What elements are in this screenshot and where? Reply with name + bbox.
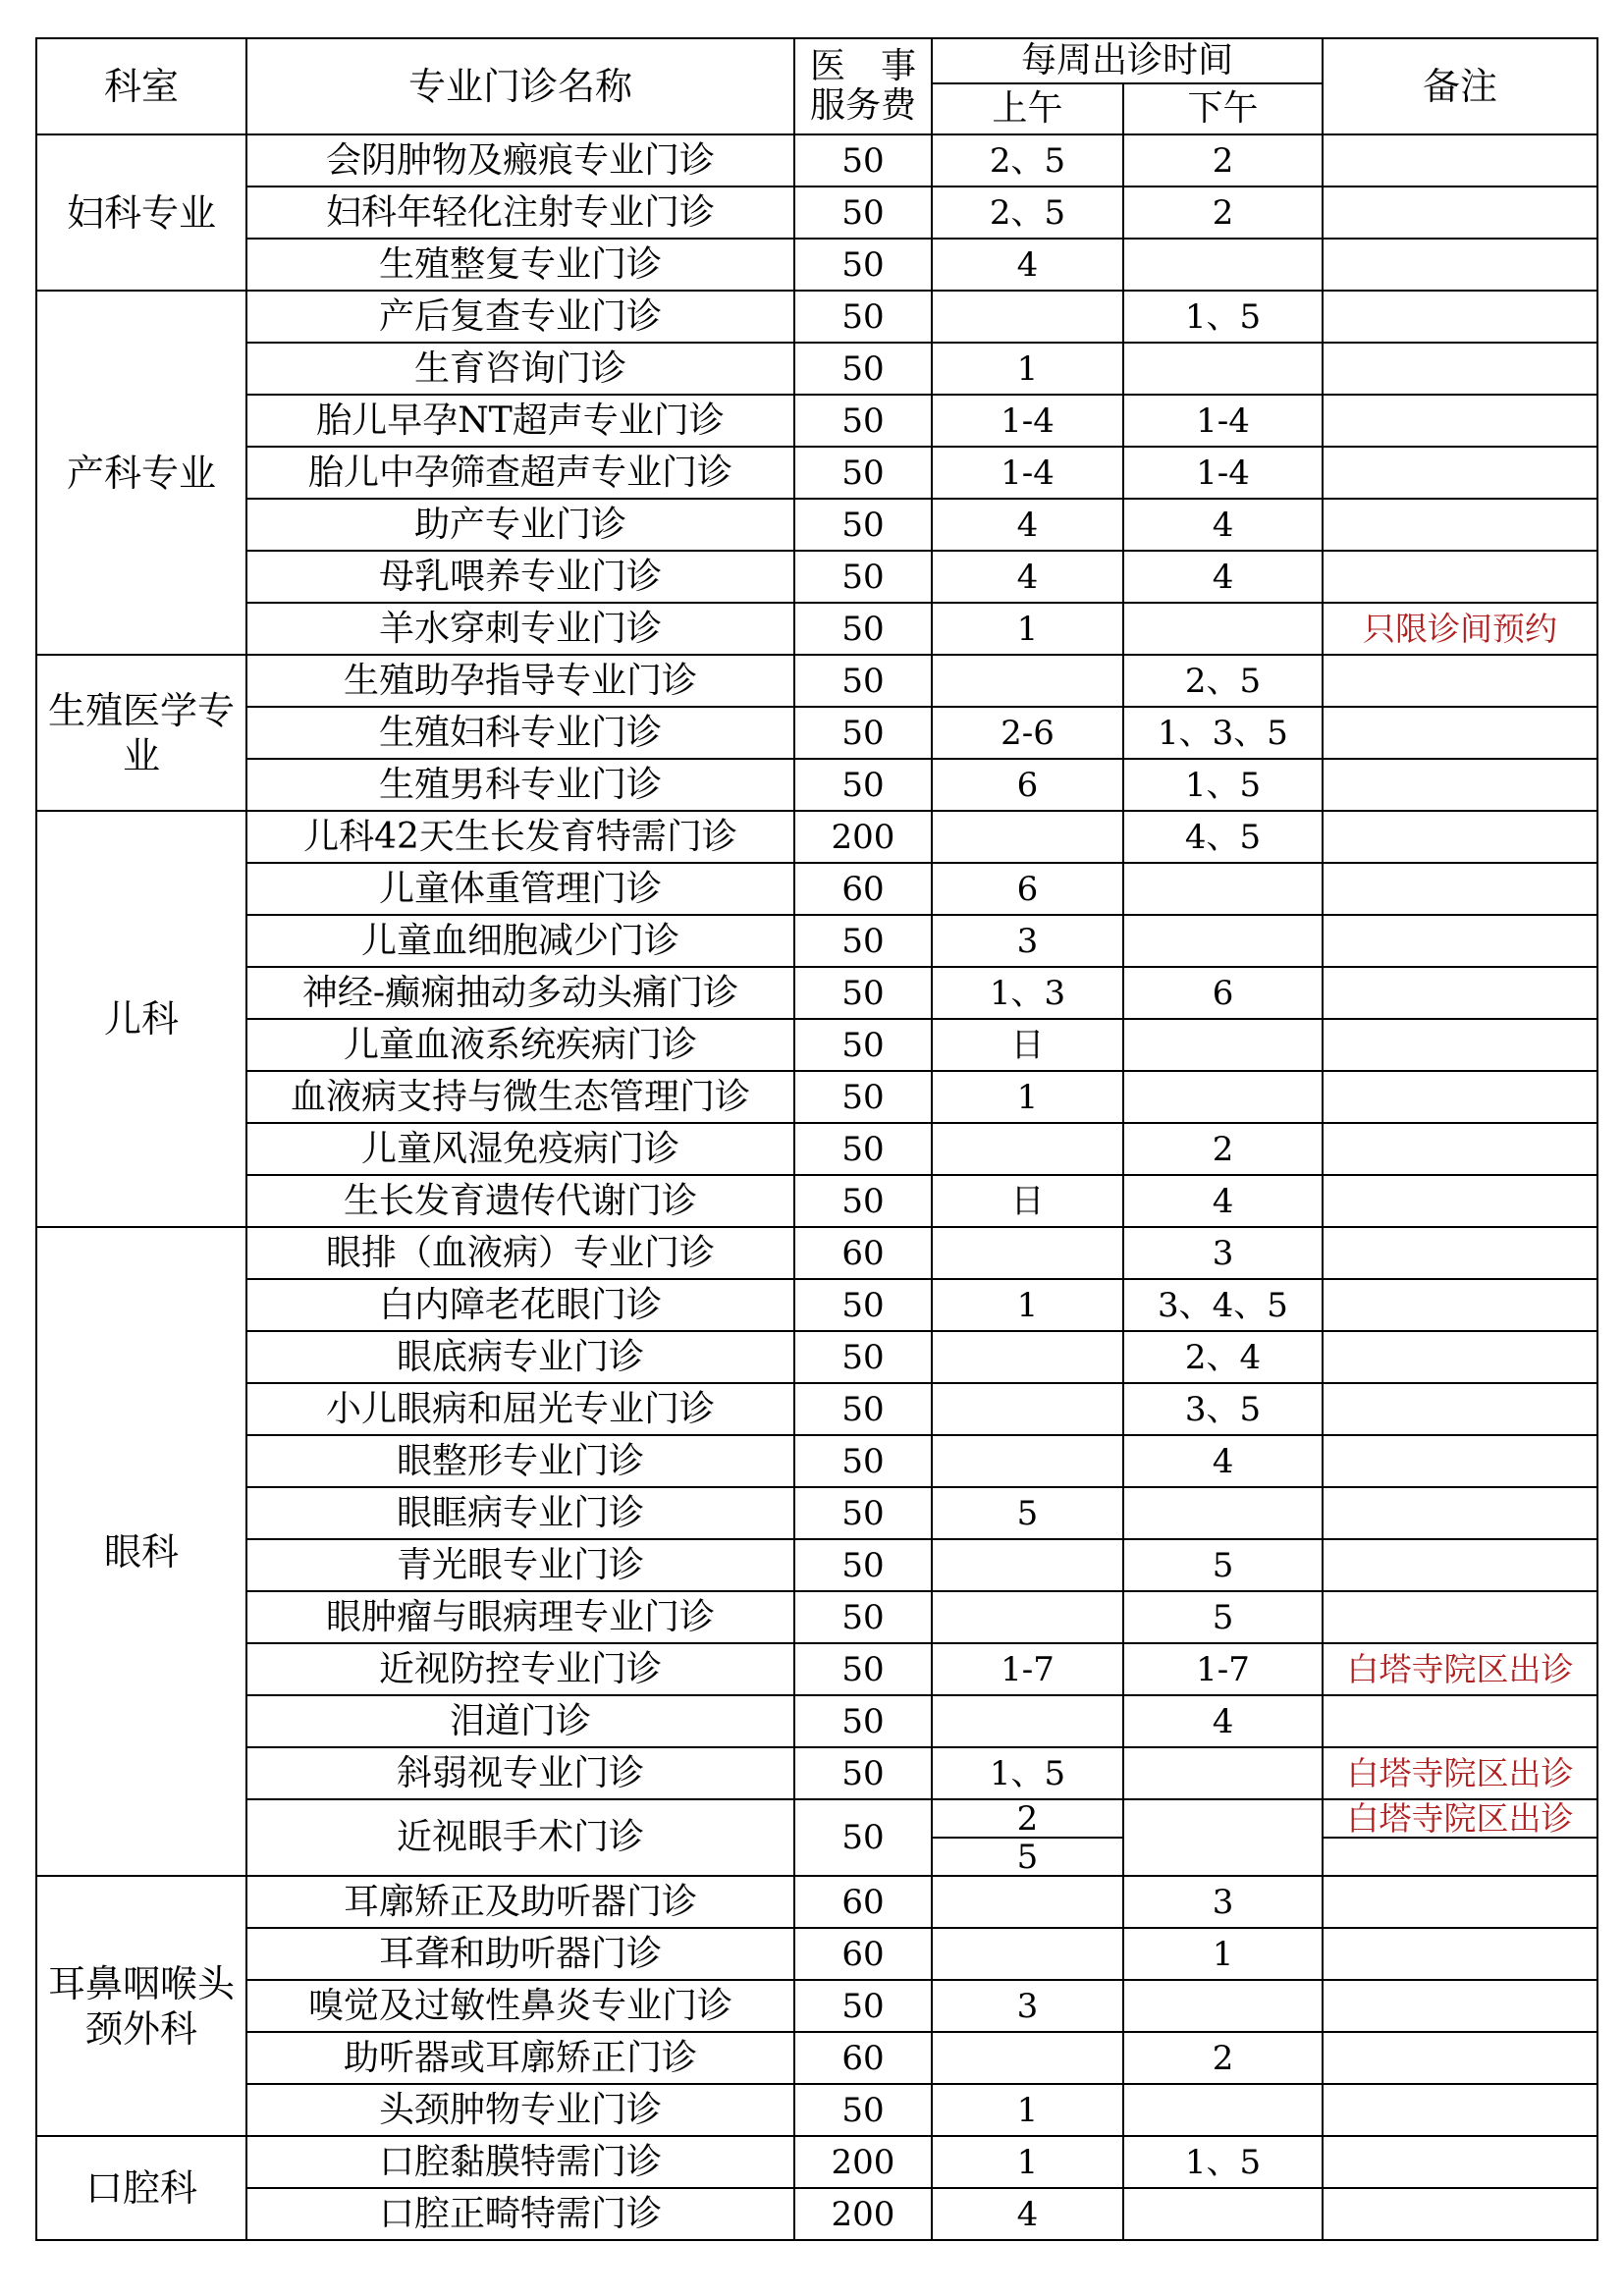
pm-cell (1123, 1487, 1323, 1539)
table-row (36, 551, 1597, 603)
table-row (36, 1799, 1597, 1876)
am-cell: 1 (932, 1279, 1123, 1331)
pm-cell: 1-4 (1123, 447, 1323, 499)
pm-cell (1123, 239, 1323, 291)
clinic-name-cell: 胎儿中孕筛查超声专业门诊 (246, 447, 794, 499)
pm-cell: 2 (1123, 187, 1323, 239)
note-cell (1323, 1175, 1597, 1227)
am-cell: 4 (932, 2188, 1123, 2240)
am-cell (932, 2032, 1123, 2084)
clinic-name-cell: 耳廓矫正及助听器门诊 (246, 1876, 794, 1928)
pm-cell: 2、5 (1123, 655, 1323, 707)
fee-cell: 200 (794, 2136, 932, 2188)
note-cell (1323, 1383, 1597, 1435)
clinic-name-cell: 神经-癫痫抽动多动头痛门诊 (246, 967, 794, 1019)
table-row (36, 2084, 1597, 2136)
am-cell: 2、5 (932, 187, 1123, 239)
clinic-name-cell: 儿科42天生长发育特需门诊 (246, 811, 794, 863)
note-cell (1323, 1071, 1597, 1123)
note-cell (1323, 1279, 1597, 1331)
fee-cell: 50 (794, 1980, 932, 2032)
note-cell (1323, 499, 1597, 551)
fee-cell: 50 (794, 915, 932, 967)
dept-cell: 口腔科 (36, 2136, 246, 2240)
note-cell (1323, 395, 1597, 447)
fee-cell: 50 (794, 187, 932, 239)
note-cell (1323, 2136, 1597, 2188)
clinic-name-cell: 助听器或耳廓矫正门诊 (246, 2032, 794, 2084)
pm-cell: 1 (1123, 1928, 1323, 1980)
am-cell: 1、5 (932, 1747, 1123, 1799)
table-row (36, 1695, 1597, 1747)
note-cell (1323, 1435, 1597, 1487)
note-cell (1323, 1123, 1597, 1175)
clinic-name-cell: 泪道门诊 (246, 1695, 794, 1747)
note-cell (1323, 1019, 1597, 1071)
pm-cell (1123, 343, 1323, 395)
table-row (36, 1980, 1597, 2032)
am-cell (932, 1695, 1123, 1747)
am-cell: 1、3 (932, 967, 1123, 1019)
table-row (36, 187, 1597, 239)
am-cell: 4 (932, 239, 1123, 291)
fee-cell: 50 (794, 1279, 932, 1331)
clinic-name-cell: 眼排（血液病）专业门诊 (246, 1227, 794, 1279)
header-am: 上午 (932, 83, 1123, 134)
note-cell (1323, 551, 1597, 603)
dept-cell: 产科专业 (36, 291, 246, 655)
clinic-name-cell: 白内障老花眼门诊 (246, 1279, 794, 1331)
note-cell (1323, 291, 1597, 343)
fee-cell: 50 (794, 447, 932, 499)
fee-cell: 50 (794, 499, 932, 551)
clinic-name-cell: 儿童体重管理门诊 (246, 863, 794, 915)
am-cell: 日 (932, 1019, 1123, 1071)
note-cell (1323, 707, 1597, 759)
clinic-name-cell: 近视眼手术门诊 (246, 1799, 794, 1876)
pm-cell (1123, 863, 1323, 915)
clinic-name-cell: 生殖男科专业门诊 (246, 759, 794, 811)
table-row (36, 967, 1597, 1019)
fee-cell: 50 (794, 759, 932, 811)
clinic-name-cell: 头颈肿物专业门诊 (246, 2084, 794, 2136)
am-cell: 2、5 (932, 134, 1123, 187)
pm-cell: 1、5 (1123, 759, 1323, 811)
am-cell (932, 1435, 1123, 1487)
pm-cell (1123, 2188, 1323, 2240)
am-cell (932, 1928, 1123, 1980)
table-row (36, 655, 1597, 707)
table-row (36, 811, 1597, 863)
note-cell: 白塔寺院区出诊 (1323, 1643, 1597, 1695)
am-cell: 1 (932, 343, 1123, 395)
pm-cell: 3 (1123, 1227, 1323, 1279)
clinic-name-cell: 生殖妇科专业门诊 (246, 707, 794, 759)
clinic-name-cell: 儿童风湿免疫病门诊 (246, 1123, 794, 1175)
table-row (36, 1747, 1597, 1799)
fee-cell: 50 (794, 1435, 932, 1487)
clinic-name-cell: 血液病支持与微生态管理门诊 (246, 1071, 794, 1123)
am-cell (932, 1799, 1123, 1876)
fee-cell: 50 (794, 343, 932, 395)
clinic-name-cell: 眼眶病专业门诊 (246, 1487, 794, 1539)
table-row (36, 447, 1597, 499)
pm-cell: 4 (1123, 1435, 1323, 1487)
am-cell: 3 (932, 1980, 1123, 2032)
note-cell (1323, 1487, 1597, 1539)
am-cell (932, 1876, 1123, 1928)
clinic-name-cell: 眼肿瘤与眼病理专业门诊 (246, 1591, 794, 1643)
header-pm: 下午 (1123, 83, 1323, 134)
pm-cell: 4 (1123, 1695, 1323, 1747)
table-row (36, 1928, 1597, 1980)
dept-cell: 儿科 (36, 811, 246, 1227)
note-cell (1323, 1799, 1597, 1876)
pm-cell (1123, 603, 1323, 655)
note-split-value: 白塔寺院区出诊 (1324, 1800, 1596, 1839)
table-row (36, 1123, 1597, 1175)
fee-cell: 50 (794, 1695, 932, 1747)
fee-cell: 50 (794, 2084, 932, 2136)
header-fee-line1: 医 事 (809, 46, 916, 86)
note-cell (1323, 915, 1597, 967)
fee-cell: 50 (794, 134, 932, 187)
header-note: 备注 (1323, 38, 1597, 134)
am-cell: 2-6 (932, 707, 1123, 759)
note-cell: 只限诊间预约 (1323, 603, 1597, 655)
am-cell (932, 1331, 1123, 1383)
pm-cell: 4 (1123, 551, 1323, 603)
pm-cell: 1、5 (1123, 2136, 1323, 2188)
am-cell: 1-4 (932, 395, 1123, 447)
fee-cell: 50 (794, 395, 932, 447)
table-row (36, 1435, 1597, 1487)
fee-cell: 50 (794, 1123, 932, 1175)
clinic-name-cell: 会阴肿物及瘢痕专业门诊 (246, 134, 794, 187)
am-cell: 6 (932, 863, 1123, 915)
clinic-name-cell: 嗅觉及过敏性鼻炎专业门诊 (246, 1980, 794, 2032)
dept-cell: 眼科 (36, 1227, 246, 1876)
note-cell (1323, 655, 1597, 707)
clinic-name-cell: 助产专业门诊 (246, 499, 794, 551)
note-cell (1323, 811, 1597, 863)
table-row (36, 863, 1597, 915)
pm-cell: 2 (1123, 1123, 1323, 1175)
clinic-name-cell: 生殖整复专业门诊 (246, 239, 794, 291)
note-cell (1323, 1876, 1597, 1928)
fee-cell: 60 (794, 1928, 932, 1980)
table-row (36, 1876, 1597, 1928)
header-weekly-time: 每周出诊时间 (932, 38, 1323, 83)
fee-cell: 50 (794, 1643, 932, 1695)
note-split (1324, 1800, 1596, 1875)
fee-cell: 50 (794, 603, 932, 655)
fee-cell: 60 (794, 1227, 932, 1279)
fee-cell: 50 (794, 1019, 932, 1071)
header-clinic-name: 专业门诊名称 (246, 38, 794, 134)
fee-cell: 50 (794, 1071, 932, 1123)
clinic-name-cell: 生长发育遗传代谢门诊 (246, 1175, 794, 1227)
am-cell: 1-7 (932, 1643, 1123, 1695)
pm-cell: 1、3、5 (1123, 707, 1323, 759)
header-fee (794, 38, 932, 134)
clinic-name-cell: 斜弱视专业门诊 (246, 1747, 794, 1799)
note-cell (1323, 1331, 1597, 1383)
am-cell (932, 1123, 1123, 1175)
table-row (36, 707, 1597, 759)
note-cell (1323, 1591, 1597, 1643)
fee-cell: 50 (794, 1747, 932, 1799)
pm-cell: 2 (1123, 134, 1323, 187)
am-cell: 1 (932, 2084, 1123, 2136)
table-row (36, 134, 1597, 187)
table-row (36, 239, 1597, 291)
note-cell (1323, 1980, 1597, 2032)
table-row (36, 1487, 1597, 1539)
clinic-name-cell: 儿童血细胞减少门诊 (246, 915, 794, 967)
clinic-name-cell: 口腔正畸特需门诊 (246, 2188, 794, 2240)
am-cell (932, 1383, 1123, 1435)
note-cell (1323, 134, 1597, 187)
fee-cell: 50 (794, 239, 932, 291)
table-row (36, 343, 1597, 395)
fee-cell: 50 (794, 1383, 932, 1435)
am-cell: 6 (932, 759, 1123, 811)
table-row (36, 1331, 1597, 1383)
table-row (36, 603, 1597, 655)
note-cell (1323, 343, 1597, 395)
am-cell (932, 1539, 1123, 1591)
note-cell (1323, 447, 1597, 499)
am-cell: 1 (932, 1071, 1123, 1123)
am-cell: 5 (932, 1487, 1123, 1539)
am-cell (932, 291, 1123, 343)
pm-cell (1123, 1980, 1323, 2032)
pm-cell: 3 (1123, 1876, 1323, 1928)
am-cell: 1 (932, 2136, 1123, 2188)
clinic-name-cell: 青光眼专业门诊 (246, 1539, 794, 1591)
clinic-name-cell: 小儿眼病和屈光专业门诊 (246, 1383, 794, 1435)
pm-cell: 3、5 (1123, 1383, 1323, 1435)
clinic-name-cell: 近视防控专业门诊 (246, 1643, 794, 1695)
pm-cell: 1-4 (1123, 395, 1323, 447)
fee-cell: 50 (794, 967, 932, 1019)
note-cell (1323, 239, 1597, 291)
fee-cell: 50 (794, 1331, 932, 1383)
am-split-value: 2 (933, 1800, 1122, 1839)
table-row (36, 1071, 1597, 1123)
table-row (36, 1227, 1597, 1279)
dept-cell: 妇科专业 (36, 134, 246, 291)
pm-cell: 5 (1123, 1591, 1323, 1643)
note-cell (1323, 1539, 1597, 1591)
clinic-name-cell: 口腔黏膜特需门诊 (246, 2136, 794, 2188)
fee-cell: 50 (794, 707, 932, 759)
note-cell (1323, 1227, 1597, 1279)
pm-cell (1123, 1071, 1323, 1123)
dept-cell: 耳鼻咽喉头颈外科 (36, 1876, 246, 2136)
table-row (36, 2188, 1597, 2240)
fee-cell: 60 (794, 1876, 932, 1928)
fee-cell: 50 (794, 1539, 932, 1591)
am-cell: 日 (932, 1175, 1123, 1227)
clinic-name-cell: 儿童血液系统疾病门诊 (246, 1019, 794, 1071)
table-row (36, 1591, 1597, 1643)
pm-cell: 4 (1123, 1175, 1323, 1227)
pm-cell: 4 (1123, 499, 1323, 551)
fee-cell: 50 (794, 1487, 932, 1539)
pm-cell: 5 (1123, 1539, 1323, 1591)
pm-cell (1123, 915, 1323, 967)
clinic-name-cell: 胎儿早孕NT超声专业门诊 (246, 395, 794, 447)
am-cell (932, 1591, 1123, 1643)
table-row (36, 1175, 1597, 1227)
am-cell (932, 1227, 1123, 1279)
am-cell (932, 811, 1123, 863)
note-cell (1323, 187, 1597, 239)
pm-cell: 1-7 (1123, 1643, 1323, 1695)
am-cell: 3 (932, 915, 1123, 967)
dept-cell: 生殖医学专业 (36, 655, 246, 811)
pm-cell (1123, 1799, 1323, 1876)
clinic-name-cell: 生育咨询门诊 (246, 343, 794, 395)
clinic-name-cell: 眼整形专业门诊 (246, 1435, 794, 1487)
table-row (36, 1539, 1597, 1591)
clinic-name-cell: 母乳喂养专业门诊 (246, 551, 794, 603)
am-cell: 4 (932, 499, 1123, 551)
table-body (36, 134, 1597, 2240)
clinic-schedule-table (35, 37, 1598, 2241)
table-row (36, 759, 1597, 811)
note-cell (1323, 759, 1597, 811)
fee-cell: 50 (794, 655, 932, 707)
am-cell (932, 655, 1123, 707)
note-cell (1323, 863, 1597, 915)
am-cell: 1-4 (932, 447, 1123, 499)
pm-cell: 2、4 (1123, 1331, 1323, 1383)
pm-cell (1123, 1747, 1323, 1799)
table-row (36, 2032, 1597, 2084)
pm-cell (1123, 2084, 1323, 2136)
table-row (36, 1019, 1597, 1071)
fee-cell: 200 (794, 811, 932, 863)
am-split-value: 5 (1016, 1837, 1039, 1876)
clinic-name-cell: 羊水穿刺专业门诊 (246, 603, 794, 655)
fee-cell: 60 (794, 863, 932, 915)
note-cell: 白塔寺院区出诊 (1323, 1747, 1597, 1799)
table-row (36, 291, 1597, 343)
table-row (36, 915, 1597, 967)
fee-cell: 60 (794, 2032, 932, 2084)
header-dept: 科室 (36, 38, 246, 134)
am-cell: 4 (932, 551, 1123, 603)
am-cell: 1 (932, 603, 1123, 655)
note-split-value (1324, 1839, 1596, 1875)
pm-cell: 4、5 (1123, 811, 1323, 863)
header-fee-line2: 服务费 (809, 85, 916, 126)
fee-cell: 50 (794, 291, 932, 343)
fee-cell: 200 (794, 2188, 932, 2240)
pm-cell: 3、4、5 (1123, 1279, 1323, 1331)
am-split (933, 1800, 1122, 1875)
table-row (36, 499, 1597, 551)
clinic-name-cell: 眼底病专业门诊 (246, 1331, 794, 1383)
pm-cell: 1、5 (1123, 291, 1323, 343)
fee-cell: 50 (794, 551, 932, 603)
note-cell (1323, 2188, 1597, 2240)
table-row (36, 1383, 1597, 1435)
pm-cell: 6 (1123, 967, 1323, 1019)
note-cell (1323, 2084, 1597, 2136)
table-row (36, 395, 1597, 447)
note-cell (1323, 2032, 1597, 2084)
table-row (36, 1643, 1597, 1695)
clinic-name-cell: 妇科年轻化注射专业门诊 (246, 187, 794, 239)
note-cell (1323, 1695, 1597, 1747)
note-cell (1323, 1928, 1597, 1980)
clinic-name-cell: 生殖助孕指导专业门诊 (246, 655, 794, 707)
clinic-name-cell: 产后复查专业门诊 (246, 291, 794, 343)
fee-cell: 50 (794, 1799, 932, 1876)
table-row (36, 1279, 1597, 1331)
fee-cell: 50 (794, 1175, 932, 1227)
pm-cell (1123, 1019, 1323, 1071)
note-cell (1323, 967, 1597, 1019)
fee-cell: 50 (794, 1591, 932, 1643)
clinic-name-cell: 耳聋和助听器门诊 (246, 1928, 794, 1980)
table-row (36, 2136, 1597, 2188)
pm-cell: 2 (1123, 2032, 1323, 2084)
